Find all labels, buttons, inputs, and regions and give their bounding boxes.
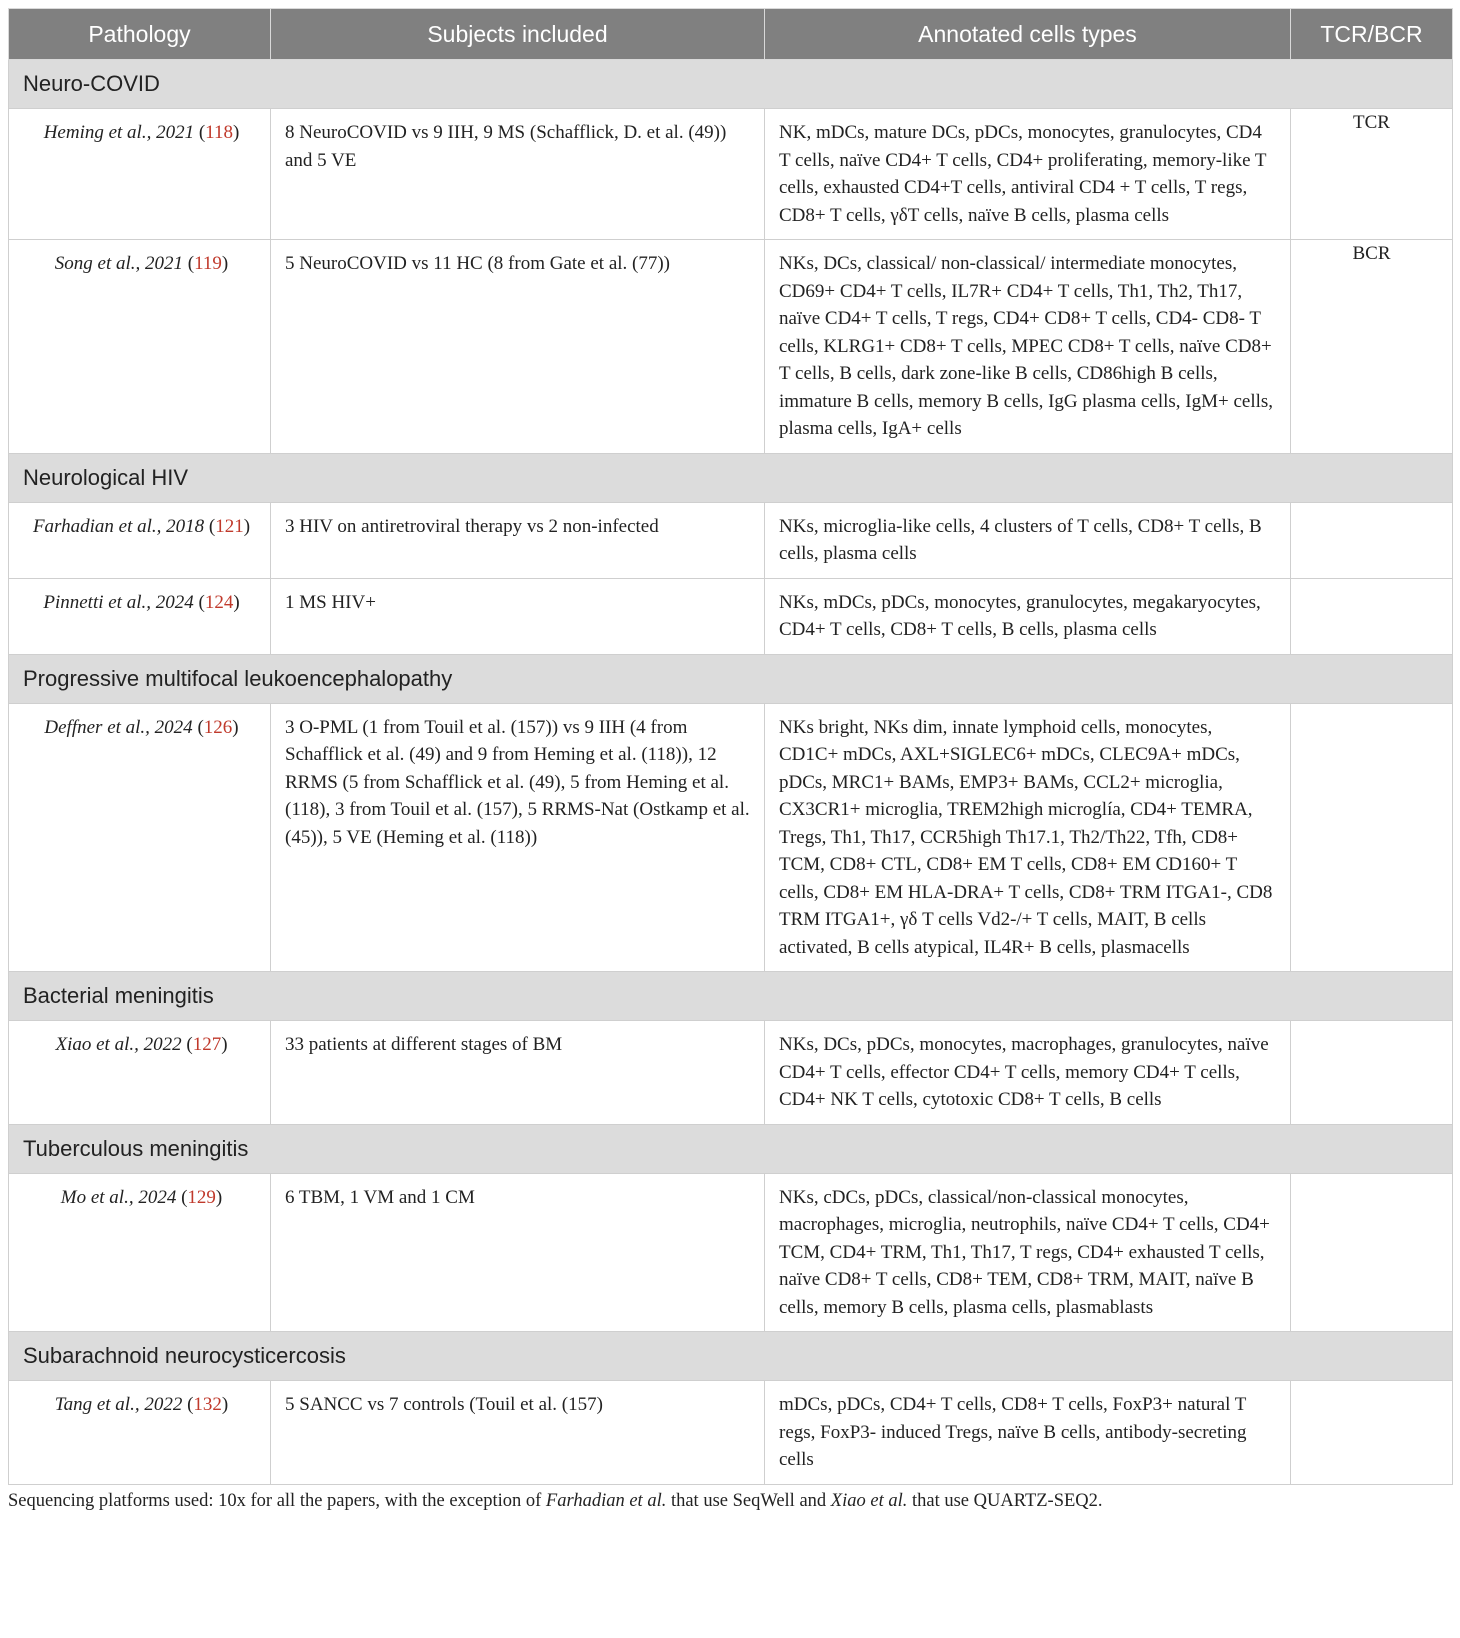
reference-link[interactable]: 132 — [193, 1394, 222, 1415]
study-author: Xiao et al., 2022 — [55, 1034, 182, 1055]
ref-close: ) — [232, 716, 239, 738]
footnote-author-2: Xiao et al. — [830, 1490, 908, 1511]
section-row — [9, 1124, 1453, 1173]
ref-open: ( — [182, 1394, 194, 1415]
footnote-text-1: Sequencing platforms used: 10x for all the papers, with the exception of — [8, 1490, 546, 1511]
receptor-cell: TCR — [1291, 109, 1453, 240]
study-author: Song et al., 2021 — [54, 253, 184, 274]
study-reference-cell — [9, 578, 271, 654]
section-title: Bacterial meningitis — [9, 972, 1453, 1021]
header-cell-types: Annotated cells types — [765, 9, 1291, 60]
section-title: Neurological HIV — [9, 453, 1453, 502]
subjects-cell: 3 HIV on antiretroviral therapy vs 2 non-infected — [271, 502, 765, 578]
table-row — [9, 703, 1453, 972]
ref-open: ( — [181, 1034, 193, 1055]
study-reference-cell — [9, 703, 271, 972]
ref-open: ( — [193, 591, 205, 613]
study-author: Farhadian et al., 2018 — [32, 515, 205, 537]
ref-open: ( — [183, 253, 195, 274]
study-reference-cell — [9, 1173, 271, 1332]
table-row — [9, 502, 1453, 578]
reference-link[interactable]: 126 — [203, 716, 233, 738]
table-row — [9, 1021, 1453, 1125]
footnote-author-1: Farhadian et al. — [545, 1490, 667, 1511]
receptor-cell — [1291, 703, 1453, 972]
study-reference-cell — [9, 502, 271, 578]
ref-open: ( — [204, 515, 216, 537]
receptor-cell — [1291, 1381, 1453, 1485]
reference-link[interactable]: 127 — [192, 1034, 222, 1055]
cell-types-cell: NK, mDCs, mature DCs, pDCs, monocytes, granulocytes, CD4 T cells, naïve CD4+ T cells, CD4+ proliferating, memory-like T cells, exhausted CD4+T cells, antiviral CD4 + T cells, T regs, CD8+ T cells, γδT cells, naïve B cells, plasma cells — [765, 109, 1291, 240]
reference-link[interactable]: 119 — [194, 253, 222, 274]
receptor-cell: BCR — [1291, 240, 1453, 454]
study-author: Tang et al., 2022 — [54, 1394, 183, 1415]
subjects-cell: 8 NeuroCOVID vs 9 IIH, 9 MS (Schafflick, D. et al. (49)) and 5 VE — [271, 109, 765, 240]
ref-close: ) — [221, 1034, 228, 1055]
subjects-cell: 5 SANCC vs 7 controls (Touil et al. (157) — [271, 1381, 765, 1485]
study-reference-cell — [9, 1021, 271, 1125]
data-table — [8, 8, 1453, 1485]
section-title: Tuberculous meningitis — [9, 1124, 1453, 1173]
table-row — [9, 109, 1453, 240]
table-body — [9, 60, 1453, 1485]
cell-types-cell: NKs, DCs, pDCs, monocytes, macrophages, granulocytes, naïve CD4+ T cells, effector CD4+ T cells, memory CD4+ T cells, CD4+ NK T cells, cytotoxic CD8+ T cells, B cells — [765, 1021, 1291, 1125]
ref-close: ) — [232, 122, 240, 143]
study-reference-cell — [9, 240, 271, 454]
ref-open: ( — [194, 122, 206, 143]
section-row — [9, 972, 1453, 1021]
section-title: Neuro-COVID — [9, 60, 1453, 109]
study-author: Heming et al., 2021 — [43, 122, 195, 143]
ref-close: ) — [215, 1186, 223, 1208]
ref-close: ) — [243, 515, 251, 537]
receptor-cell — [1291, 1173, 1453, 1332]
cell-types-cell: NKs, DCs, classical/ non-classical/ intermediate monocytes, CD69+ CD4+ T cells, IL7R+ CD4+ T cells, Th1, Th2, Th17, naïve CD4+ T cells, T regs, CD4+ CD8+ T cells, CD4- CD8- T cells, KLRG1+ CD8+ T cells, MPEC CD8+ T cells, naïve CD8+ T cells, B cells, dark zone-like B cells, CD86high B cells, immature B cells, memory B cells, IgG plasma cells, IgM+ cells, plasma cells, IgA+ cells — [765, 240, 1291, 454]
ref-close: ) — [221, 1394, 229, 1415]
ref-open: ( — [192, 716, 204, 738]
ref-close: ) — [221, 253, 229, 274]
study-author: Pinnetti et al., 2024 — [43, 591, 194, 613]
section-title: Progressive multifocal leukoencephalopathy — [9, 654, 1453, 703]
section-row — [9, 453, 1453, 502]
cell-types-cell: NKs, mDCs, pDCs, monocytes, granulocytes, megakaryocytes, CD4+ T cells, CD8+ T cells, B cells, plasma cells — [765, 578, 1291, 654]
header-subjects: Subjects included — [271, 9, 765, 60]
study-reference-cell — [9, 109, 271, 240]
table-row — [9, 240, 1453, 454]
footnote-text-2: that use SeqWell and — [666, 1490, 831, 1511]
receptor-cell — [1291, 502, 1453, 578]
receptor-cell — [1291, 1021, 1453, 1125]
ref-close: ) — [233, 591, 240, 613]
table-row — [9, 1381, 1453, 1485]
table-container — [8, 8, 1452, 1512]
subjects-cell: 33 patients at different stages of BM — [271, 1021, 765, 1125]
table-footnote — [8, 1491, 1452, 1512]
table-row — [9, 578, 1453, 654]
section-row — [9, 60, 1453, 109]
section-title: Subarachnoid neurocysticercosis — [9, 1332, 1453, 1381]
header-tcr-bcr: TCR/BCR — [1291, 9, 1453, 60]
footnote-text-3: that use QUARTZ-SEQ2. — [907, 1490, 1103, 1511]
section-row — [9, 1332, 1453, 1381]
ref-open: ( — [176, 1186, 188, 1208]
cell-types-cell: NKs, microglia-like cells, 4 clusters of T cells, CD8+ T cells, B cells, plasma cells — [765, 502, 1291, 578]
header-row — [9, 9, 1453, 60]
subjects-cell: 5 NeuroCOVID vs 11 HC (8 from Gate et al. (77)) — [271, 240, 765, 454]
section-row — [9, 654, 1453, 703]
subjects-cell: 1 MS HIV+ — [271, 578, 765, 654]
reference-link[interactable]: 118 — [205, 122, 233, 143]
study-author: Mo et al., 2024 — [60, 1186, 177, 1208]
reference-link[interactable]: 124 — [204, 591, 234, 613]
study-reference-cell — [9, 1381, 271, 1485]
cell-types-cell: NKs, cDCs, pDCs, classical/non-classical monocytes, macrophages, microglia, neutrophils, naïve CD4+ T cells, CD4+ TCM, CD4+ TRM, Th1, Th17, T regs, CD4+ exhausted T cells, naïve CD8+ T cells, CD8+ TEM, CD8+ TRM, MAIT, naïve B cells, memory B cells, plasma cells, plasmablasts — [765, 1173, 1291, 1332]
reference-link[interactable]: 129 — [187, 1186, 216, 1208]
cell-types-cell: NKs bright, NKs dim, innate lymphoid cells, monocytes, CD1C+ mDCs, AXL+SIGLEC6+ mDCs, CLEC9A+ mDCs, pDCs, MRC1+ BAMs, EMP3+ BAMs, CCL2+ microglia, CX3CR1+ microglia, TREM2high microglía, CD4+ TEMRA, Tregs, Th1, Th17, CCR5high Th17.1, Th2/Th22, Tfh, CD8+ TCM, CD8+ CTL, CD8+ EM T cells, CD8+ EM CD160+ T cells, CD8+ EM HLA-DRA+ T cells, CD8+ TRM ITGA1-, CD8 TRM ITGA1+, γδ T cells Vd2-/+ T cells, MAIT, B cells activated, B cells atypical, IL4R+ B cells, plasmacells — [765, 703, 1291, 972]
header-pathology: Pathology — [9, 9, 271, 60]
reference-link[interactable]: 121 — [215, 515, 244, 537]
subjects-cell: 3 O-PML (1 from Touil et al. (157)) vs 9 IIH (4 from Schafflick et al. (49) and 9 from Heming et al. (118)), 12 RRMS (5 from Schafflick et al. (49), 5 from Heming et al. (118), 3 from Touil et al. (157), 5 RRMS-Nat (Ostkamp et al. (45)), 5 VE (Heming et al. (118)) — [271, 703, 765, 972]
subjects-cell: 6 TBM, 1 VM and 1 CM — [271, 1173, 765, 1332]
study-author: Deffner et al., 2024 — [44, 716, 193, 738]
table-row — [9, 1173, 1453, 1332]
receptor-cell — [1291, 578, 1453, 654]
cell-types-cell: mDCs, pDCs, CD4+ T cells, CD8+ T cells, FoxP3+ natural T regs, FoxP3- induced Tregs, naïve B cells, antibody-secreting cells — [765, 1381, 1291, 1485]
